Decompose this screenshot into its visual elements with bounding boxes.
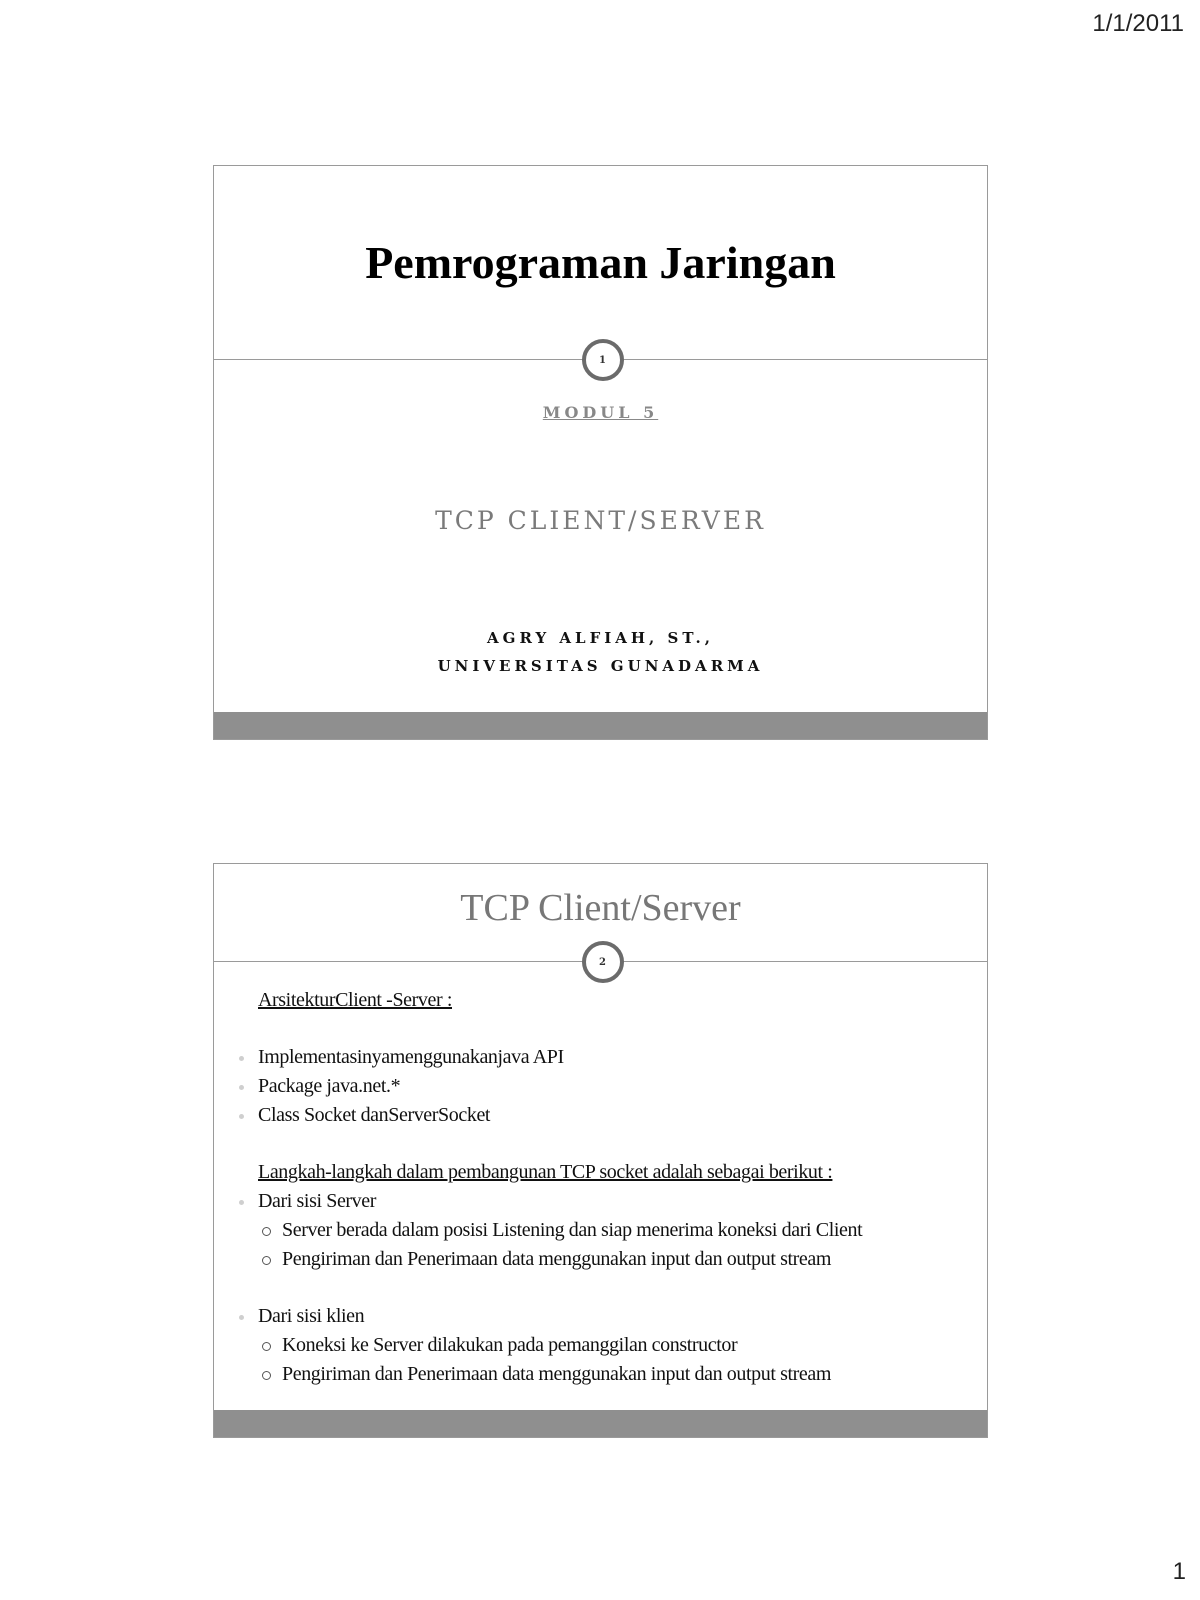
list-item: Server berada dalam posisi Listening dan siap menerima koneksi dari Client: [236, 1216, 977, 1245]
slide-2-footer-bar: [214, 1410, 987, 1437]
slide-2-content: [236, 986, 977, 1389]
client-side-label: Dari sisi klien: [236, 1302, 977, 1331]
list-item: Package java.net.*: [236, 1072, 977, 1101]
slide-1-title: Pemrograman Jaringan: [365, 237, 836, 288]
slide-1-subtitle: TCP CLIENT/SERVER: [435, 506, 766, 535]
slide-1: [213, 165, 988, 740]
slide-2: [213, 863, 988, 1438]
list-item: Class Socket danServerSocket: [236, 1101, 977, 1130]
slide-2-title: TCP Client/Server: [460, 887, 741, 929]
server-side-label: Dari sisi Server: [236, 1187, 977, 1216]
author-university: UNIVERSITAS GUNADARMA: [437, 657, 764, 675]
slide-1-footer-bar: [214, 712, 987, 739]
author-name: AGRY ALFIAH, ST.,: [487, 629, 714, 647]
slide-1-number-badge: 1: [582, 339, 624, 381]
module-label: MODUL 5: [542, 403, 659, 422]
list-item: Koneksi ke Server dilakukan pada pemanggilan constructor: [236, 1331, 977, 1360]
page-number: 1: [1172, 1558, 1186, 1585]
list-item: Pengiriman dan Penerimaan data menggunakan input dan output stream: [236, 1245, 977, 1274]
list-item: Pengiriman dan Penerimaan data menggunakan input dan output stream: [236, 1360, 977, 1389]
slide-2-number-badge: 2: [582, 941, 624, 983]
list-item: Implementasinyamenggunakanjava API: [236, 1043, 977, 1072]
page-date: 1/1/2011: [1092, 10, 1184, 37]
steps-heading: Langkah-langkah dalam pembangunan TCP socket adalah sebagai berikut :: [258, 1161, 833, 1183]
architecture-heading: ArsitekturClient -Server :: [258, 989, 452, 1011]
author-block: [214, 624, 987, 680]
